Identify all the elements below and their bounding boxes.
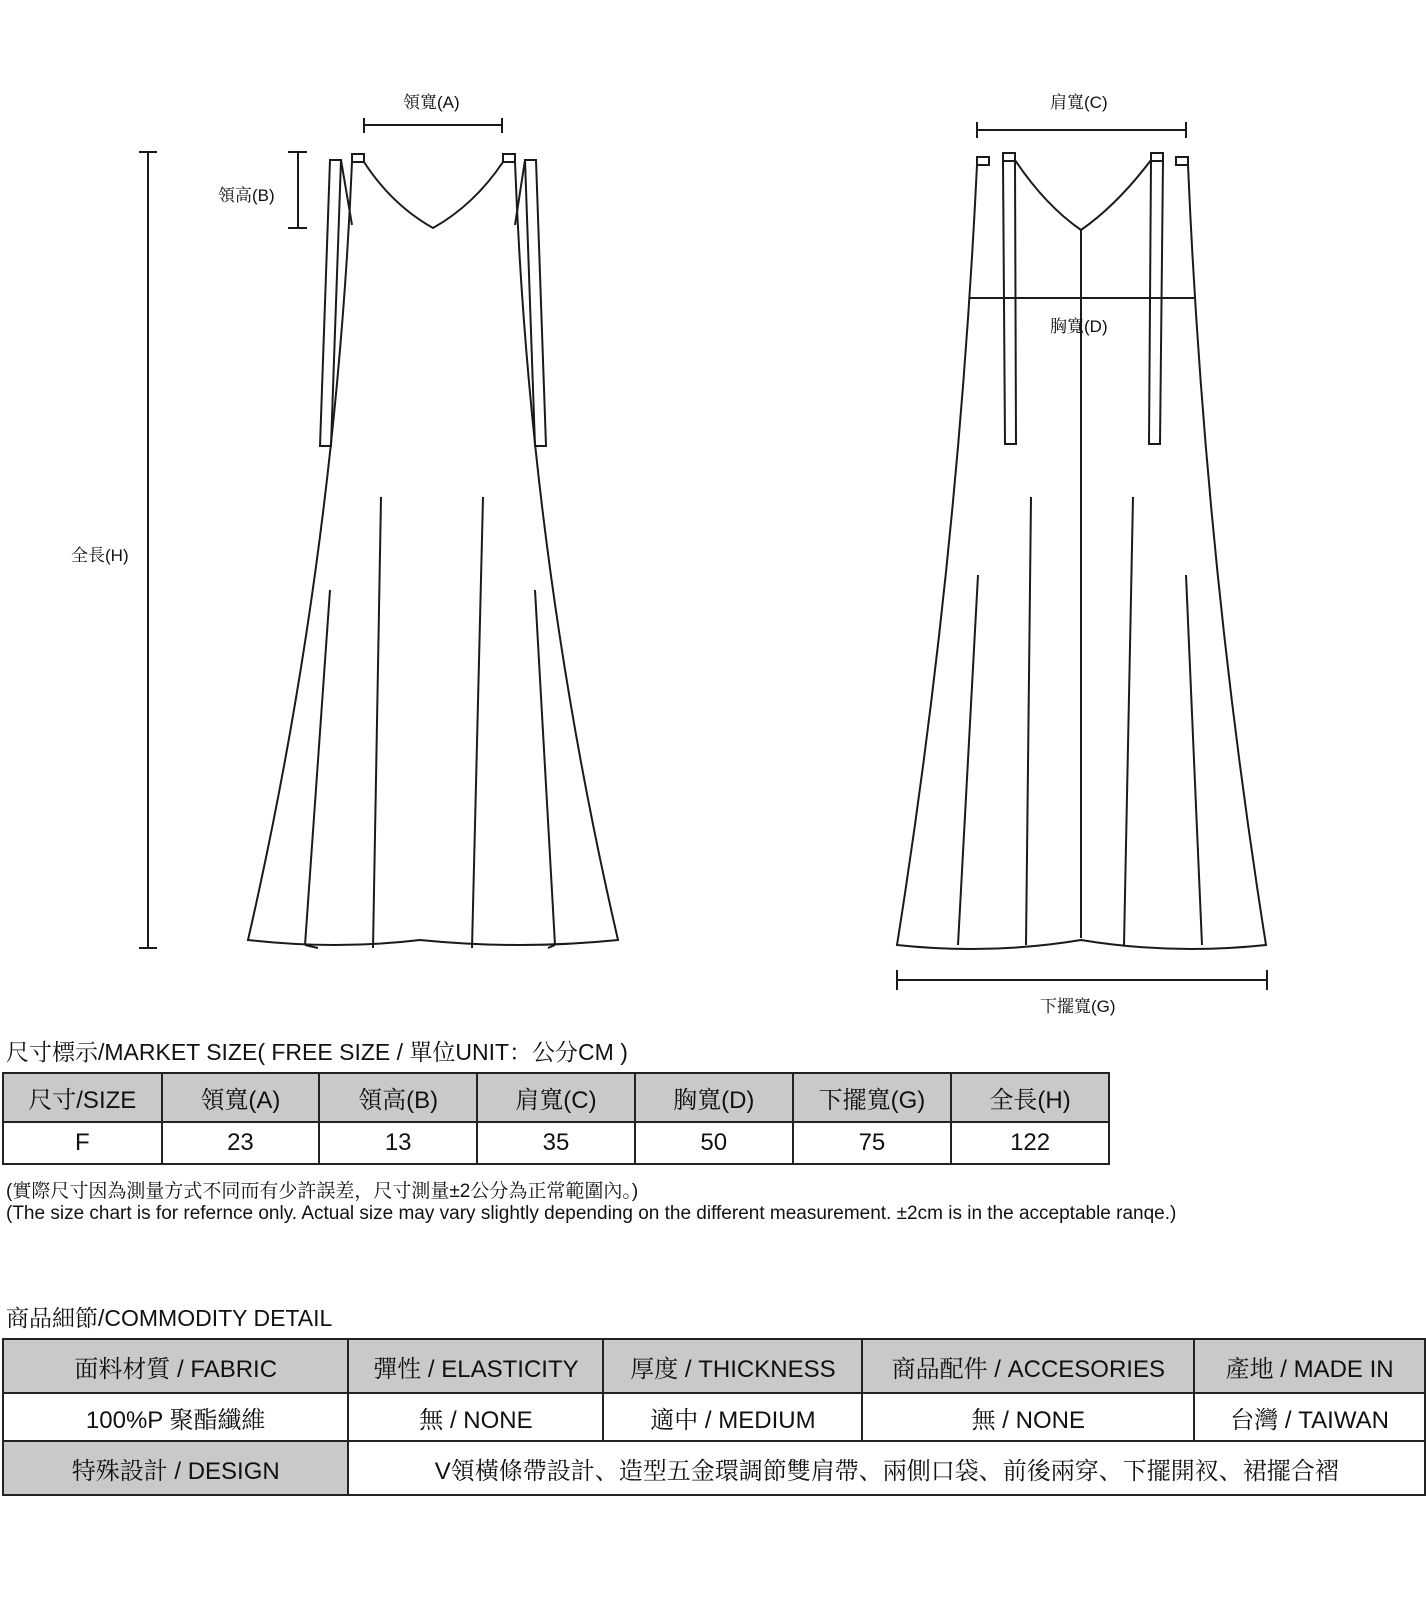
detail-table-header-row: [3, 1339, 1425, 1393]
size-section-title: 尺寸標示/MARKET SIZE( FREE SIZE / 單位UNIT：公分CM ): [6, 1039, 628, 1065]
detail-table-values-row: [3, 1393, 1425, 1441]
size-header-cell: 領高(B): [319, 1073, 477, 1122]
detail-value-cell: 適中 / MEDIUM: [603, 1393, 862, 1441]
size-cell: F: [3, 1122, 162, 1164]
shoulder-width-label: 肩寬(C): [1050, 93, 1108, 112]
size-cell: 50: [635, 1122, 793, 1164]
size-table-header-row: [3, 1073, 1109, 1122]
detail-value-cell: 100%P 聚酯纖維: [3, 1393, 348, 1441]
size-cell: 13: [319, 1122, 477, 1164]
size-table: [2, 1072, 1110, 1165]
size-table-row: [3, 1122, 1109, 1164]
chest-width-label: 胸寬(D): [1050, 317, 1108, 336]
neck-height-label: 領高(B): [218, 186, 275, 205]
detail-value-cell: 無 / NONE: [348, 1393, 603, 1441]
total-length-label: 全長(H): [71, 546, 129, 565]
detail-table-design-row: [3, 1441, 1425, 1495]
size-header-cell: 全長(H): [951, 1073, 1109, 1122]
size-note-chinese: (實際尺寸因為測量方式不同而有少許誤差，尺寸測量±2公分為正常範圍內。): [6, 1181, 639, 1202]
detail-header-cell: 彈性 / ELASTICITY: [348, 1339, 603, 1393]
detail-value-cell: 台灣 / TAIWAN: [1194, 1393, 1425, 1441]
size-cell: 35: [477, 1122, 635, 1164]
detail-value-cell: 無 / NONE: [862, 1393, 1194, 1441]
size-cell: 122: [951, 1122, 1109, 1164]
design-value-cell: V領橫條帶設計、造型五金環調節雙肩帶、兩側口袋、前後兩穿、下擺開衩、裙擺合褶: [348, 1441, 1425, 1495]
size-header-cell: 尺寸/SIZE: [3, 1073, 162, 1122]
dress-front-view: [139, 118, 618, 948]
size-header-cell: 肩寬(C): [477, 1073, 635, 1122]
detail-header-cell: 商品配件 / ACCESORIES: [862, 1339, 1194, 1393]
size-cell: 75: [793, 1122, 952, 1164]
neck-width-label: 領寬(A): [403, 93, 460, 112]
dress-back-view: [897, 122, 1267, 990]
size-header-cell: 下擺寬(G): [793, 1073, 952, 1122]
design-label-cell: 特殊設計 / DESIGN: [3, 1441, 348, 1495]
size-header-cell: 領寬(A): [162, 1073, 320, 1122]
detail-table: [2, 1338, 1426, 1496]
size-header-cell: 胸寬(D): [635, 1073, 793, 1122]
detail-header-cell: 厚度 / THICKNESS: [603, 1339, 862, 1393]
detail-header-cell: 面料材質 / FABRIC: [3, 1339, 348, 1393]
detail-header-cell: 產地 / MADE IN: [1194, 1339, 1425, 1393]
hem-width-label: 下擺寬(G): [1040, 997, 1116, 1016]
size-cell: 23: [162, 1122, 320, 1164]
size-note-english: (The size chart is for refernce only. Actual size may vary slightly depending on the different measurement. ±2cm is in the acceptable ranqe.): [6, 1203, 1177, 1224]
detail-section-title: 商品細節/COMMODITY DETAIL: [6, 1305, 333, 1331]
